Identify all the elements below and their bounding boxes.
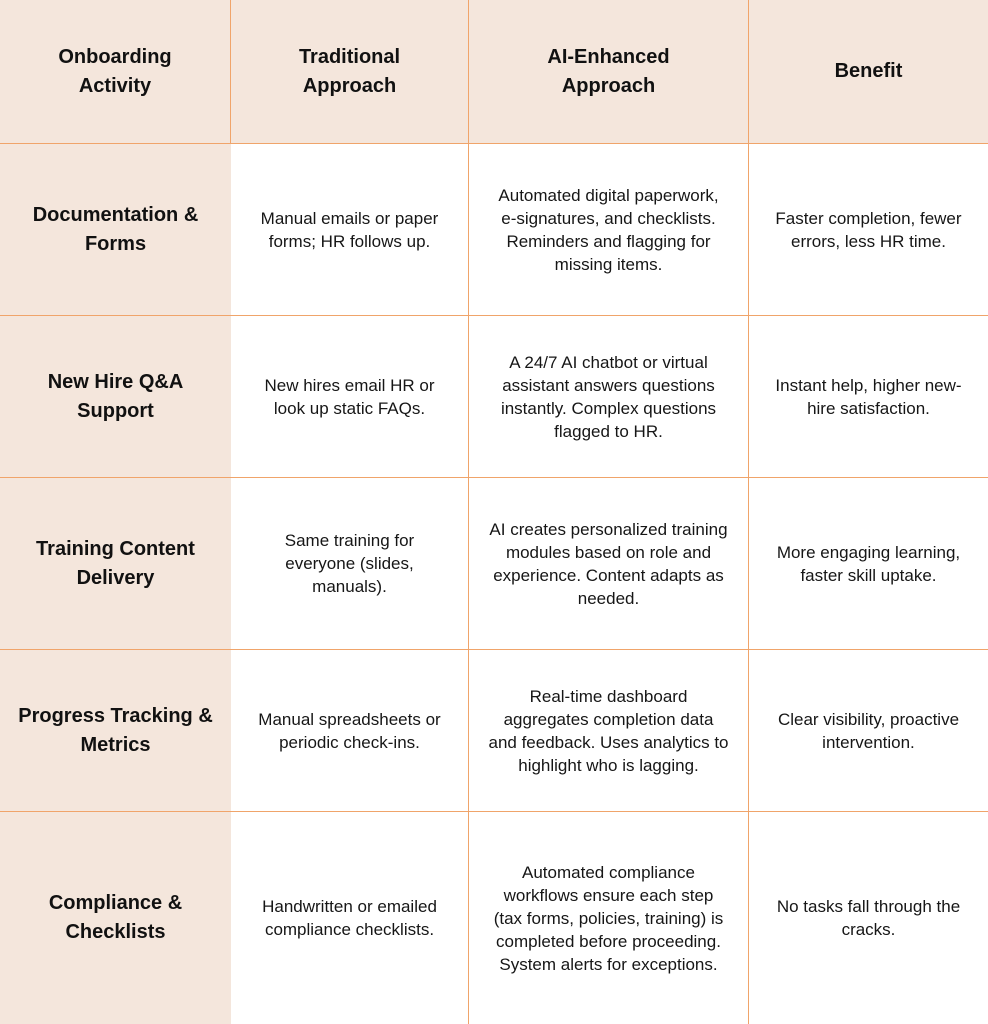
header-text: Approach <box>302 74 397 97</box>
row-label-text: Documentation & <box>32 203 199 226</box>
header-text: Activity <box>78 74 152 97</box>
cell-text: A 24/7 AI chatbot or virtual <box>509 352 708 372</box>
cell-text: Automated digital paperwork, <box>498 185 719 205</box>
row-label-text: Training Content <box>36 537 195 560</box>
cell-text: aggregates completion data <box>503 709 714 729</box>
cell-text: AI creates personalized training <box>489 519 728 539</box>
cell-text: (tax forms, policies, training) is <box>493 908 724 928</box>
cell-text: compliance checklists. <box>264 920 435 939</box>
row-label-text: Forms <box>84 232 147 255</box>
cell-text: missing items. <box>554 254 663 274</box>
header-traditional-approach <box>231 0 469 143</box>
cell-text: periodic check-ins. <box>279 732 420 752</box>
header-text: Benefit <box>834 60 903 82</box>
cell-ai-compliance <box>469 811 749 1024</box>
cell-text: System alerts for exceptions. <box>499 954 718 974</box>
row-label-text: Support <box>77 399 154 422</box>
cell-text: Faster completion, fewer <box>775 208 962 228</box>
row-label-text: Delivery <box>76 566 155 589</box>
cell-text: hire satisfaction. <box>807 398 930 418</box>
cell-ai-progress <box>469 649 749 811</box>
cell-traditional-training <box>231 477 469 649</box>
cell-text: highlight who is lagging. <box>518 755 699 775</box>
header-text: Traditional <box>298 45 401 68</box>
row-label-documentation <box>0 143 231 315</box>
cell-traditional-progress <box>231 649 469 811</box>
cell-text: cracks. <box>841 920 896 939</box>
row-label-compliance <box>0 811 231 1024</box>
header-onboarding-activity <box>0 0 231 143</box>
cell-text: workflows ensure each step <box>503 885 714 905</box>
cell-text: assistant answers questions <box>502 375 715 395</box>
header-ai-enhanced-approach <box>469 0 749 143</box>
cell-text: needed. <box>577 588 640 608</box>
cell-text: faster skill uptake. <box>800 565 937 585</box>
cell-text: Handwritten or emailed <box>262 897 437 916</box>
cell-benefit-progress <box>749 649 988 811</box>
header-text: Onboarding <box>58 45 172 68</box>
row-label-text: Compliance & <box>48 892 183 914</box>
cell-text: intervention. <box>822 732 915 752</box>
header-text: Approach <box>561 74 656 97</box>
cell-text: errors, less HR time. <box>791 231 946 251</box>
cell-text: More engaging learning, <box>776 542 961 562</box>
cell-text: completed before proceeding. <box>496 931 721 951</box>
cell-text: Reminders and flagging for <box>506 231 711 251</box>
cell-ai-documentation <box>469 143 749 315</box>
cell-text: New hires email HR or <box>264 375 435 395</box>
header-text: AI-Enhanced <box>547 45 670 68</box>
cell-ai-training <box>469 477 749 649</box>
header-benefit <box>749 0 988 143</box>
cell-traditional-new-hire-qa <box>231 315 469 477</box>
cell-text: Clear visibility, proactive <box>777 709 960 729</box>
cell-text: flagged to HR. <box>554 421 663 441</box>
cell-ai-new-hire-qa <box>469 315 749 477</box>
cell-text: e-signatures, and checklists. <box>501 208 716 228</box>
cell-text: manuals). <box>312 577 387 596</box>
row-label-new-hire-qa <box>0 315 231 477</box>
row-label-text: New Hire Q&A <box>47 370 184 393</box>
cell-text: look up static FAQs. <box>273 398 426 418</box>
cell-benefit-new-hire-qa <box>749 315 988 477</box>
cell-text: No tasks fall through the <box>776 897 961 916</box>
cell-text: and feedback. Uses analytics to <box>488 732 729 752</box>
cell-text: Same training for <box>284 531 415 550</box>
cell-text: experience. Content adapts as <box>493 565 724 585</box>
cell-text: instantly. Complex questions <box>500 398 717 418</box>
cell-benefit-training <box>749 477 988 649</box>
row-label-progress-tracking <box>0 649 231 811</box>
cell-text: Instant help, higher new- <box>775 375 962 395</box>
row-label-text: Metrics <box>80 733 151 756</box>
row-label-training-content <box>0 477 231 649</box>
cell-benefit-documentation <box>749 143 988 315</box>
cell-text: Automated compliance <box>522 862 695 882</box>
cell-traditional-compliance <box>231 811 469 1024</box>
cell-benefit-compliance <box>749 811 988 1024</box>
cell-text: Real-time dashboard <box>529 686 688 706</box>
cell-traditional-documentation <box>231 143 469 315</box>
cell-text: forms; HR follows up. <box>268 231 431 251</box>
cell-text: modules based on role and <box>505 542 712 562</box>
row-label-text: Progress Tracking & <box>18 704 213 727</box>
cell-text: Manual emails or paper <box>260 208 439 228</box>
row-label-text: Checklists <box>65 921 166 943</box>
cell-text: Manual spreadsheets or <box>258 709 441 729</box>
cell-text: everyone (slides, <box>285 554 414 573</box>
